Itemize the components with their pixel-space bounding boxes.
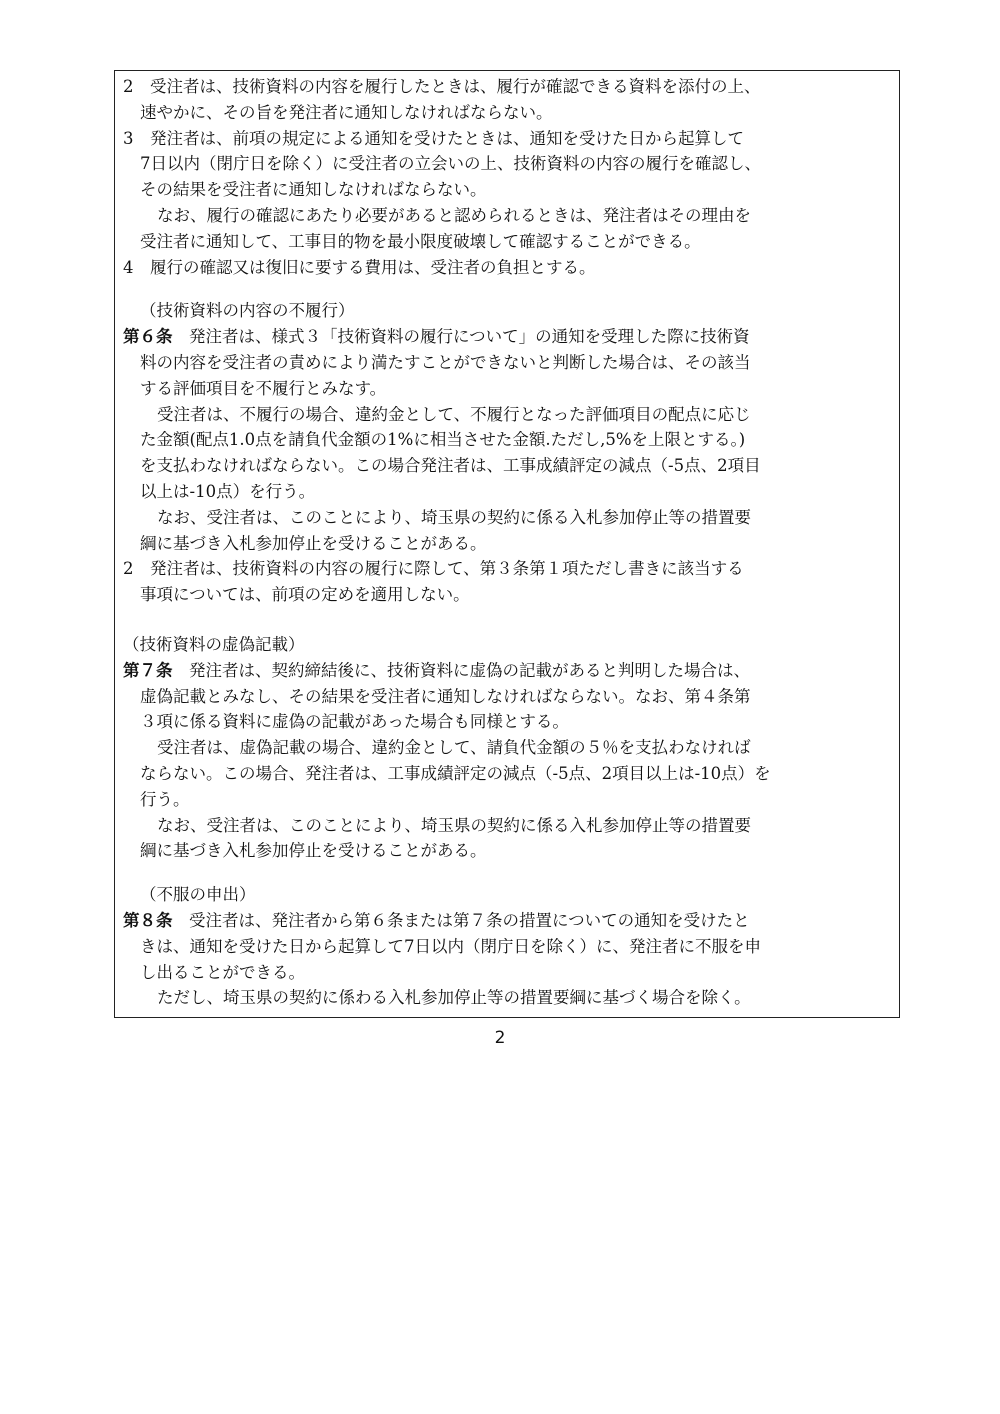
paragraph-line: 4 履行の確認又は復旧に要する費用は、受注者の負担とする。 — [123, 257, 596, 277]
article-8-first-text: 受注者は、発注者から第６条または第７条の措置についての通知を受けたと — [172, 910, 750, 930]
paragraph-line: を支払わなければならない。この場合発注者は、工事成績評定の減点（-5点、2項目 — [140, 456, 761, 476]
paragraph-line: 7日以内（閉庁日を除く）に受注者の立会いの上、技術資料の内容の履行を確認し、 — [140, 154, 761, 174]
paragraph-line: なお、受注者は、このことにより、埼玉県の契約に係る入札参加停止等の措置要 — [157, 815, 751, 835]
paragraph-line: 2 受注者は、技術資料の内容を履行したときは、履行が確認できる資料を添付の上、 — [123, 77, 761, 96]
paragraph-line: なお、履行の確認にあたり必要があると認められるときは、発注者はその理由を — [157, 205, 751, 225]
section-gap — [123, 608, 891, 632]
paragraph-line: 料の内容を受注者の責めにより満たすことができないと判断した場合は、その該当 — [140, 352, 751, 372]
article-6-heading: （技術資料の内容の不履行） — [140, 301, 355, 321]
paragraph-line: 事項については、前項の定めを適用しない。 — [140, 585, 470, 605]
article-8-label: 第８条 — [123, 910, 173, 930]
paragraph-line: 3 発注者は、前項の規定による通知を受けたときは、通知を受けた日から起算して — [123, 128, 744, 148]
article-8-first-line — [123, 908, 891, 934]
article-6-first-line — [123, 324, 891, 350]
article-7-label: 第７条 — [123, 660, 173, 680]
paragraph-line: 綱に基づき入札参加停止を受けることがある。 — [140, 841, 487, 861]
paragraph-line: なお、受注者は、このことにより、埼玉県の契約に係る入札参加停止等の措置要 — [157, 507, 751, 527]
paragraph-line: その結果を受注者に通知しなければならない。 — [140, 180, 487, 200]
paragraph-line: ただし、埼玉県の契約に係わる入札参加停止等の措置要綱に基づく場合を除く。 — [157, 988, 751, 1008]
article-6-label: 第６条 — [123, 327, 173, 347]
article-6-first-text: 発注者は、様式３「技術資料の履行について」の通知を受理した際に技術資 — [172, 327, 750, 347]
paragraph-line: た金額(配点1.0点を請負代金額の1%に相当させた金額.ただし,5%を上限とする。) — [140, 430, 746, 450]
page-number: 2 — [494, 1028, 506, 1048]
section-gap — [123, 280, 891, 298]
paragraph-line: 虚偽記載とみなし、その結果を受注者に通知しなければならない。なお、第４条第 — [140, 686, 751, 706]
paragraph-line: 綱に基づき入札参加停止を受けることがある。 — [140, 533, 487, 553]
paragraph-line: 受注者は、虚偽記載の場合、違約金として、請負代金額の５％を支払わなければ — [157, 738, 751, 758]
paragraph-line: ３項に係る資料に虚偽の記載があった場合も同様とする。 — [140, 712, 569, 732]
paragraph-line: 受注者に通知して、工事目的物を最小限度破壊して確認することができる。 — [140, 231, 701, 251]
document-frame — [114, 70, 900, 1018]
section-gap — [123, 864, 891, 882]
paragraph-line: ならない。この場合、発注者は、工事成績評定の減点（-5点、2項目以上は-10点）を — [140, 763, 771, 783]
paragraph-line: 以上は-10点）を行う。 — [140, 481, 316, 501]
article-7-first-line — [123, 658, 891, 684]
article-8-heading: （不服の申出） — [140, 885, 256, 905]
paragraph-line: きは、通知を受けた日から起算して7日以内（閉庁日を除く）に、発注者に不服を申 — [140, 936, 761, 956]
paragraph-line: 2 発注者は、技術資料の内容の履行に際して、第３条第１項ただし書きに該当する — [123, 559, 744, 579]
paragraph-line: 行う。 — [140, 789, 190, 809]
article-7-first-text: 発注者は、契約締結後に、技術資料に虚偽の記載があると判明した場合は、 — [172, 660, 750, 680]
paragraph-line: し出ることができる。 — [140, 962, 305, 982]
paragraph-line: する評価項目を不履行とみなす。 — [140, 378, 387, 398]
article-7-heading: （技術資料の虚偽記載） — [123, 634, 305, 654]
paragraph-line: 受注者は、不履行の場合、違約金として、不履行となった評価項目の配点に応じ — [157, 404, 751, 424]
paragraph-line: 速やかに、その旨を発注者に通知しなければならない。 — [140, 102, 553, 122]
